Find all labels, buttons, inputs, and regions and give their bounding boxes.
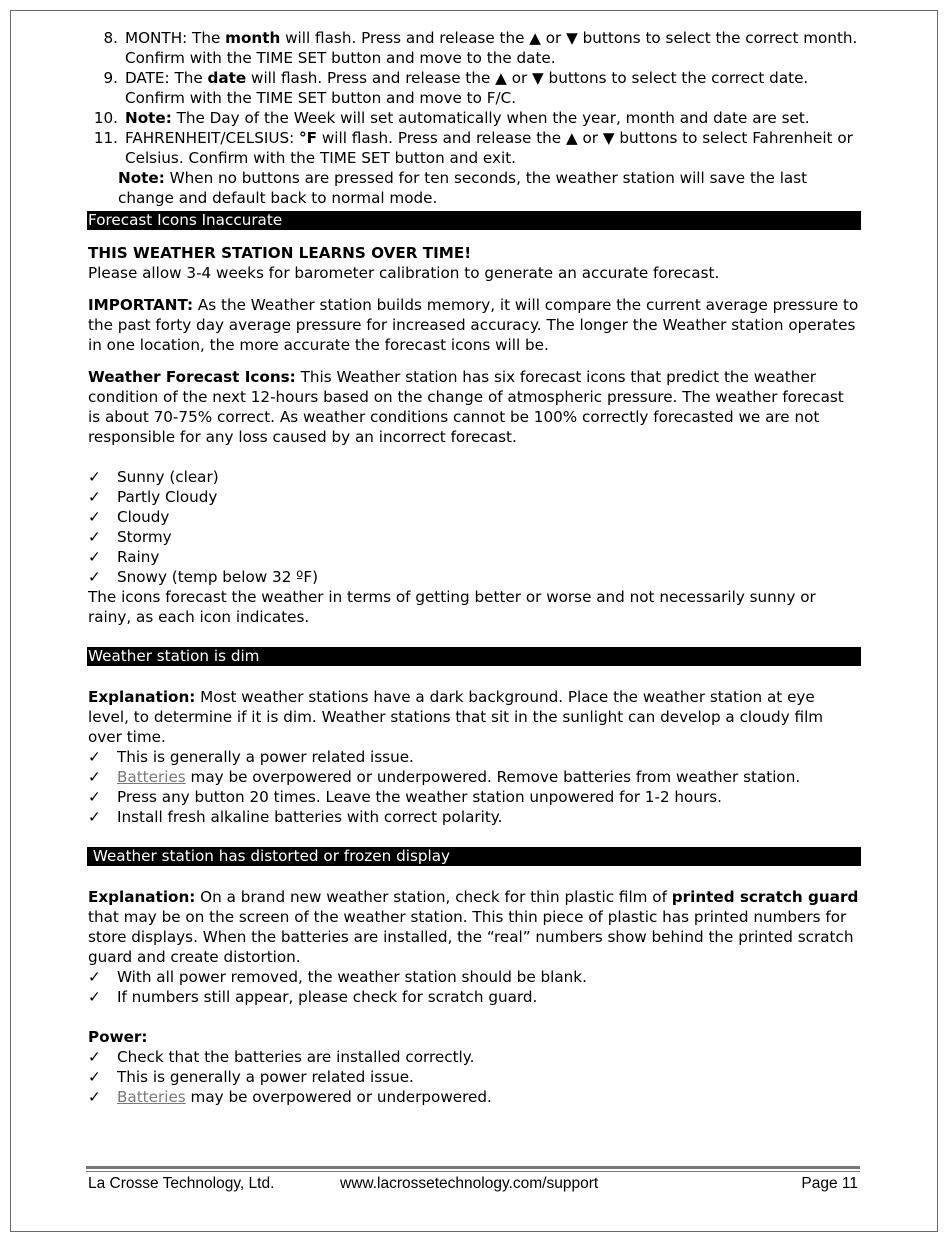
- list-item: ✓ If numbers still appear, please check for scratch guard.: [88, 988, 538, 1006]
- list-item: ✓ Batteries may be overpowered or underpowered.: [88, 1088, 492, 1106]
- page-content: [88, 28, 860, 1107]
- checkmark-icon: ✓: [88, 508, 101, 526]
- list-item: ✓ Cloudy: [88, 508, 170, 526]
- step-item: 11. FAHRENHEIT/CELSIUS: °F will flash. Press and release the ▲ or ▼ buttons to select Fahrenheit or Celsius. Confirm with the TIME SET button and exit.: [88, 128, 860, 168]
- list-item: ✓ Snowy (temp below 32 ºF): [88, 568, 318, 586]
- checkmark-icon: ✓: [88, 568, 101, 586]
- footer-page-number: Page 11: [801, 1175, 858, 1192]
- step-item: 9. DATE: The date will flash. Press and release the ▲ or ▼ buttons to select the correct date. Confirm with the TIME SET button and move to F/C.: [88, 68, 860, 108]
- page-footer: [88, 1175, 858, 1195]
- checkmark-icon: ✓: [88, 1088, 101, 1106]
- step-number: 11.: [93, 129, 118, 147]
- checkmark-icon: ✓: [88, 808, 101, 826]
- checkmark-icon: ✓: [88, 468, 101, 486]
- list-item: ✓ Install fresh alkaline batteries with correct polarity.: [88, 808, 503, 826]
- checkmark-icon: ✓: [88, 1068, 101, 1086]
- checkmark-icon: ✓: [88, 528, 101, 546]
- checkmark-icon: ✓: [88, 1048, 101, 1066]
- batteries-link[interactable]: Batteries: [117, 768, 186, 786]
- step-number: 8.: [103, 29, 118, 47]
- list-item: ✓ This is generally a power related issue.: [88, 748, 414, 766]
- list-item: ✓ Rainy: [88, 548, 160, 566]
- checkmark-icon: ✓: [88, 488, 101, 506]
- learns-title: THIS WEATHER STATION LEARNS OVER TIME!: [88, 244, 472, 262]
- learns-text: Please allow 3-4 weeks for barometer calibration to generate an accurate forecast.: [88, 264, 720, 282]
- footer-url[interactable]: www.lacrossetechnology.com/support: [340, 1175, 599, 1192]
- checkmark-icon: ✓: [88, 768, 101, 786]
- forecast-closing-text: The icons forecast the weather in terms of getting better or worse and not necessarily sunny or rainy, as each icon indicates.: [88, 588, 816, 626]
- power-heading: Power:: [88, 1028, 148, 1046]
- checkmark-icon: ✓: [88, 968, 101, 986]
- step-number: 10.: [93, 109, 118, 127]
- important-paragraph: IMPORTANT: As the Weather station builds memory, it will compare the current average pressure to the past forty day average pressure for increased accuracy. The longer the Weather station operates in one location, the more accurate the forecast icons will be.: [88, 296, 859, 354]
- dim-explanation: Explanation: Most weather stations have a dark background. Place the weather station at eye level, to determine if it is dim. Weather stations that sit in the sunlight can develop a cloudy film over time.: [88, 688, 824, 746]
- list-item: ✓ Check that the batteries are installed correctly.: [88, 1048, 475, 1066]
- step-item: 8. MONTH: The month will flash. Press and release the ▲ or ▼ buttons to select the correct month. Confirm with the TIME SET button and move to the date.: [88, 28, 860, 68]
- setup-steps-list: [88, 28, 860, 208]
- section-heading-dim: Weather station is dim: [87, 647, 861, 666]
- batteries-link[interactable]: Batteries: [117, 1088, 186, 1106]
- section-heading-distorted: Weather station has distorted or frozen display: [87, 847, 861, 866]
- checkmark-icon: ✓: [88, 748, 101, 766]
- distorted-explanation: Explanation: On a brand new weather station, check for thin plastic film of printed scratch guard that may be on the screen of the weather station. This thin piece of plastic has printed numbers for store displays. When the batteries are installed, the “real” numbers show behind the printed scratch guard and create distortion.: [88, 888, 859, 966]
- step-item: 10. Note: The Day of the Week will set automatically when the year, month and date are set.: [88, 108, 860, 128]
- list-item: ✓ This is generally a power related issue.: [88, 1068, 414, 1086]
- section-heading-forecast: Forecast Icons Inaccurate: [87, 211, 861, 230]
- step-note: Note: When no buttons are pressed for ten seconds, the weather station will save the last change and default back to normal mode.: [118, 169, 808, 207]
- forecast-icons-paragraph: Weather Forecast Icons: This Weather station has six forecast icons that predict the weather condition of the next 12-hours based on the change of atmospheric pressure. The weather forecast is about 70-75% correct. As weather conditions cannot be 100% correctly forecasted we are not responsible for any loss caused by an incorrect forecast.: [88, 368, 844, 446]
- list-item: ✓ Sunny (clear): [88, 468, 219, 486]
- list-item: ✓ Stormy: [88, 528, 172, 546]
- list-item: ✓ With all power removed, the weather station should be blank.: [88, 968, 587, 986]
- footer-company: La Crosse Technology, Ltd.: [88, 1175, 275, 1192]
- step-number: 9.: [103, 69, 118, 87]
- forecast-icons-list: [88, 467, 860, 587]
- checkmark-icon: ✓: [88, 788, 101, 806]
- list-item: ✓ Partly Cloudy: [88, 488, 218, 506]
- list-item: ✓ Press any button 20 times. Leave the weather station unpowered for 1-2 hours.: [88, 788, 722, 806]
- checkmark-icon: ✓: [88, 988, 101, 1006]
- footer-divider: [86, 1166, 860, 1172]
- checkmark-icon: ✓: [88, 548, 101, 566]
- list-item: ✓ Batteries may be overpowered or underpowered. Remove batteries from weather station.: [88, 768, 801, 786]
